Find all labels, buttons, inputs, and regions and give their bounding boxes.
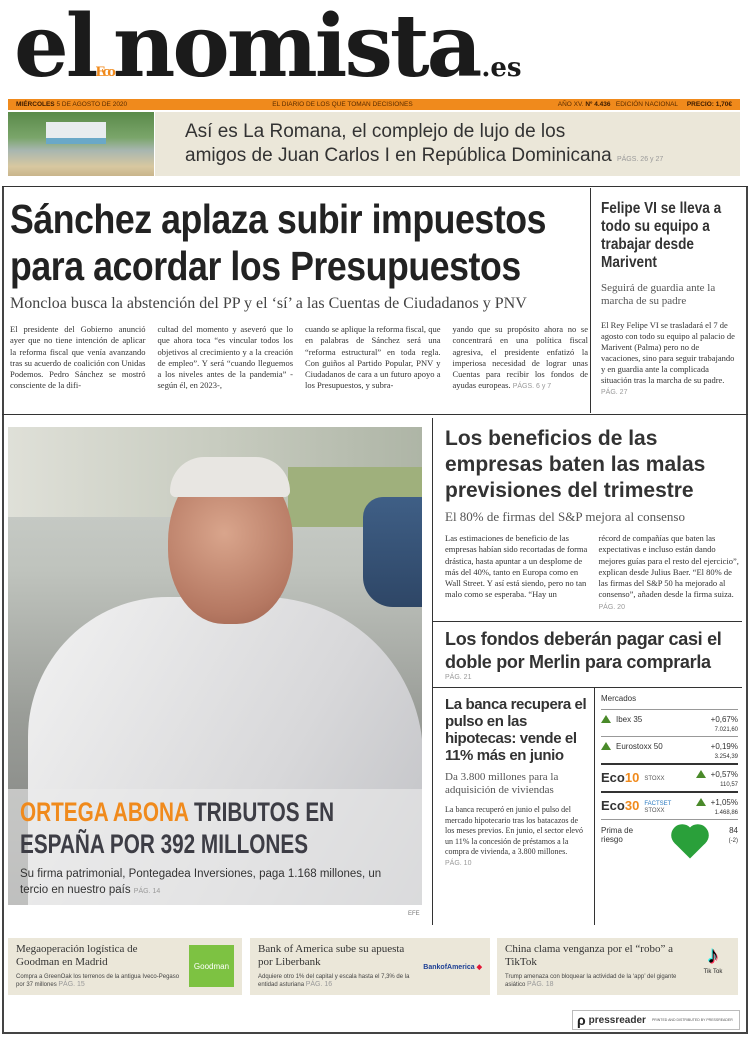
masthead-logo[interactable] [14, 0, 522, 97]
main-subhead: Moncloa busca la abstención del PP y el ‘sí’ a las Cuentas de Ciudadanos y PNV [10, 295, 527, 312]
tiktok-logo: ♪ Tik Tok [696, 943, 730, 990]
market-row-eco10: Eco10 STOXX +0,57% 110,57 [601, 765, 738, 793]
info-bar [8, 99, 740, 110]
market-row-eurostoxx: Eurostoxx 50 +0,19% 3.254,39 [601, 737, 738, 765]
main-headline[interactable]: Sánchez aplaza subir impuestos para acordar los Presupuestos [10, 196, 547, 289]
markets-panel [594, 688, 742, 925]
bottom-headline: China clama venganza por el “robo” a TikTok [505, 943, 673, 968]
fondos-headline: Los fondos deberán pagar casi el doble por Merlin para comprarla [445, 629, 722, 673]
felipe-body: El Rey Felipe VI se trasladará el 7 de agosto con todo su equipo al palacio de Marivent (Palma) pero no de vacaciones, sino para seguir trabajando y en guardia ante la complicada situación tras la marcha de su padre. PÁG. 27 [601, 320, 735, 396]
markets-title: Mercados [601, 694, 738, 710]
logo-es: .es [481, 53, 522, 83]
logo-nomista: nomista [112, 0, 480, 97]
felipe-story[interactable] [590, 188, 740, 413]
bottom-headline: Megaoperación logística de Goodman en Madrid [16, 943, 138, 968]
banca-body: La banca recuperó en junio el pulso del mercado hipotecario tras los batacazos de los meses previos. En junio, el sector elevó un 11% la concesión de préstamos a la compra de vivienda, a 3.800 millones. PÁG. 10 [445, 805, 583, 867]
bottom-story-goodman[interactable] [8, 938, 242, 995]
bottom-story-bofa[interactable] [250, 938, 490, 995]
heart-icon [674, 828, 705, 859]
up-arrow-icon [696, 770, 706, 778]
tiktok-note-icon: ♪ [707, 942, 719, 969]
ortega-headline: ORTEGA ABONA TRIBUTOS EN ESPAÑA POR 392 MILLONES [20, 797, 335, 859]
risk-change: (-2) [728, 838, 738, 845]
factset-logo: FACTSET [644, 800, 672, 807]
teaser-photo[interactable] [8, 112, 154, 176]
beneficios-subhead: El 80% de firmas del S&P mejora al consenso [445, 509, 685, 524]
banca-headline: La banca recupera el pulso en las hipotecas: vende el 11% más en junio [445, 696, 587, 765]
main-col-1: El presidente del Gobierno anunció ayer que no tiene intención de aplicar la reforma fiscal que venía avanzando tras su acuerdo de coalición con Unidas Podemos. Pedro Sánchez se mostró consciente de la difi- [10, 324, 146, 391]
divider [2, 186, 748, 187]
bottom-desc: Adquiere otro 1% del capital y escala hasta el 7,3% de la entidad asturiana PÁG. 16 [258, 974, 410, 988]
stoxx-logo: STOXX [644, 776, 665, 783]
lower-row [432, 687, 742, 925]
bottom-story-tiktok[interactable] [497, 938, 738, 995]
pressreader-name: pressreader [588, 1014, 646, 1026]
market-row-ibex: Ibex 35 +0,67% 7.021,60 [601, 710, 738, 737]
beneficios-story[interactable] [432, 418, 742, 621]
issue-info: AÑO XV. Nº 4.436 EDICIÓN NACIONAL PRECIO: 1,70€ [557, 101, 732, 108]
bottom-desc: Trump amenaza con bloquear la actividad de la ‘app’ del gigante asiático PÁG. 18 [505, 974, 677, 988]
main-story [10, 196, 588, 393]
bottom-desc: Compra a GreenOak los terrenos de la antigua Iveco-Pegaso por 37 millones PÁG. 15 [16, 974, 180, 988]
pressreader-badge[interactable] [572, 1010, 740, 1030]
up-arrow-icon [601, 715, 611, 723]
logo-eco: Eco [95, 65, 113, 80]
banca-subhead: Da 3.800 millones para la adquisición de viviendas [445, 771, 559, 797]
banca-story[interactable] [432, 688, 594, 925]
main-col-4: yando que su propósito ahora no se concentrará en una política fiscal agresiva, el presidente enfatizó la imperiosa necesidad de lograr unas Cuentas para recibir los fondos de ayudas europeas. PÁGS. 6 y 7 [452, 324, 588, 391]
felipe-headline: Felipe VI se lleva a todo su equipo a trabajar desde Marivent [601, 200, 722, 271]
bottom-headline: Bank of America sube su apuesta por Liberbank [258, 943, 405, 968]
main-col-3: cuando se aplique la reforma fiscal, que en palabras de Sánchez será una “reforma estructural” en toda regla. Con guiños al Partido Popular, PNV y Ciudadanos de cara a un futuro apoyo a los Presupuestos, y subra- [305, 324, 441, 391]
main-col-2: cultad del momento y aseveró que lo que ahora toca “es vincular todos los objetivos al crecimiento y a la creación de empleo”. Y será “cuando lleguemos a los niveles antes de la pandemia” -según él, en 2023-, [157, 324, 293, 391]
right-column [432, 418, 742, 925]
teaser-line-2: amigos de Juan Carlos I en República Dominicana PÁGS. 26 y 27 [185, 145, 664, 166]
goodman-logo: Goodman [189, 945, 234, 987]
beneficios-col-2: récord de compañías que baten las expectativas e incluso están dando mejores guías para el resto del ejercicio”, explican desde Julius Baer. “El 80% de las firmas del S&P 50 ha mejorado al consenso”, añaden desde la firma suiza. PÁG. 20 [598, 533, 739, 611]
stoxx-logo: STOXX [644, 807, 665, 814]
market-row-eco30: Eco30 FACTSET STOXX +1,05% 1.468,86 [601, 793, 738, 820]
risk-value: 84 [729, 826, 738, 836]
teaser-headline[interactable] [155, 112, 740, 176]
risk-label: Prima de riesgo [601, 826, 634, 845]
felipe-subhead: Seguirá de guardia ante la marcha de su padre [601, 282, 716, 307]
logo-el: el [14, 0, 96, 97]
photo-credit: EFE [408, 911, 420, 917]
divider [2, 414, 748, 415]
slogan: EL DIARIO DE LOS QUE TOMAN DECISIONES [272, 101, 413, 108]
main-body [10, 324, 588, 393]
ortega-story[interactable] [20, 796, 404, 900]
fondos-story[interactable] [432, 621, 742, 687]
ortega-subhead: Su firma patrimonial, Pontegadea Inversiones, paga 1.168 millones, un tercio en nuestro país PÁG. 14 [20, 868, 382, 896]
risk-premium [601, 820, 738, 854]
beneficios-headline: Los beneficios de las empresas baten las malas previsiones del trimestre [445, 427, 706, 502]
up-arrow-icon [601, 742, 611, 750]
date: MIÉRCOLES 5 DE AGOSTO DE 2020 [16, 101, 128, 108]
up-arrow-icon [696, 798, 706, 806]
teaser-line-1: Así es La Romana, el complejo de lujo de los [185, 121, 566, 142]
pressreader-icon: ρ [577, 1012, 586, 1028]
fondos-pages: PÁG. 21 [445, 674, 472, 682]
bank-of-america-logo: BankofAmerica ◆ [423, 963, 482, 971]
beneficios-col-1: Las estimaciones de beneficio de las empresas habían sido recortadas de forma drástica, hasta apuntar a un desplome de más del 40%, tanto en Europa como en Wall Street. Y así está siendo, pero no tan malo como se esperaba. “Hay un [445, 533, 588, 600]
pressreader-note: PRINTED AND DISTRIBUTED BY PRESSREADER [651, 1017, 733, 1022]
